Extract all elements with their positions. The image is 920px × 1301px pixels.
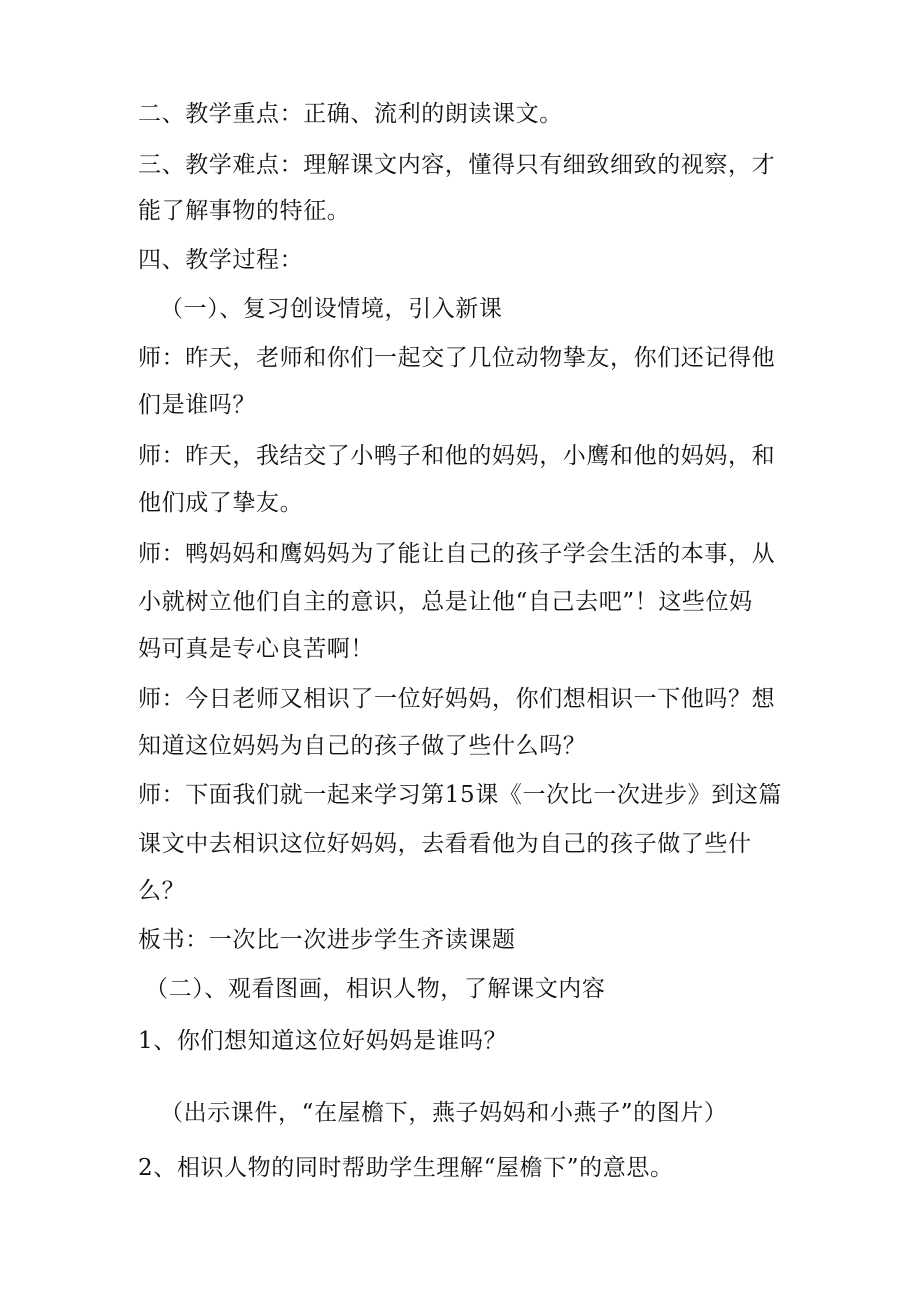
section-one-heading: （一）、复习创设情境，引入新课 xyxy=(160,296,503,322)
numbered-item: 2、相识人物的同时帮助学生理解“屋檐下”的意思。 xyxy=(138,1155,674,1181)
teaching-focus-line: 二、教学重点：正确、流利的朗读课文。 xyxy=(138,101,563,127)
paragraph-line: 他们成了挚友。 xyxy=(138,490,304,516)
paragraph-line: 知道这位妈妈为自己的孩子做了些什么吗？ xyxy=(138,733,587,759)
paragraph-line: 师：今日老师又相识了一位好妈妈，你们想相识一下他吗？想 xyxy=(138,686,776,712)
paragraph-line: 师：鸭妈妈和鹰妈妈为了能让自己的孩子学会生活的本事，从 xyxy=(138,541,776,567)
numbered-item: 1、你们想知道这位好妈妈是谁吗？ xyxy=(138,1028,508,1054)
paragraph-line: 师：昨天，我结交了小鸭子和他的妈妈，小鹰和他的妈妈，和 xyxy=(138,443,776,469)
paragraph-line: 师：昨天，老师和你们一起交了几位动物挚友，你们还记得他 xyxy=(138,345,776,371)
paragraph-line: 们是谁吗？ xyxy=(138,392,256,418)
paragraph-line: 课文中去相识这位好妈妈，去看看他为自己的孩子做了些什 xyxy=(138,831,752,857)
section-two-heading: （二）、观看图画，相识人物，了解课文内容 xyxy=(145,976,606,1002)
paragraph-line: 小就树立他们自主的意识，总是让他“自己去吧”！这些位妈 xyxy=(138,589,753,615)
paragraph-line: 妈可真是专心良苦啊！ xyxy=(138,636,374,662)
teaching-process-heading: 四、教学过程： xyxy=(138,247,304,273)
teaching-difficulty-line: 三、教学难点：理解课文内容，懂得只有细致细致的视察，才 xyxy=(138,152,776,178)
courseware-note: （出示课件，“在屋檐下，燕子妈妈和小燕子”的图片） xyxy=(160,1100,728,1126)
teaching-difficulty-line-cont: 能了解事物的特征。 xyxy=(138,198,351,224)
paragraph-line: 么？ xyxy=(138,878,186,904)
paragraph-line: 师：下面我们就一起来学习第15课《一次比一次进步》到这篇 xyxy=(138,782,783,808)
blackboard-line: 板书：一次比一次进步学生齐读课题 xyxy=(138,927,516,953)
